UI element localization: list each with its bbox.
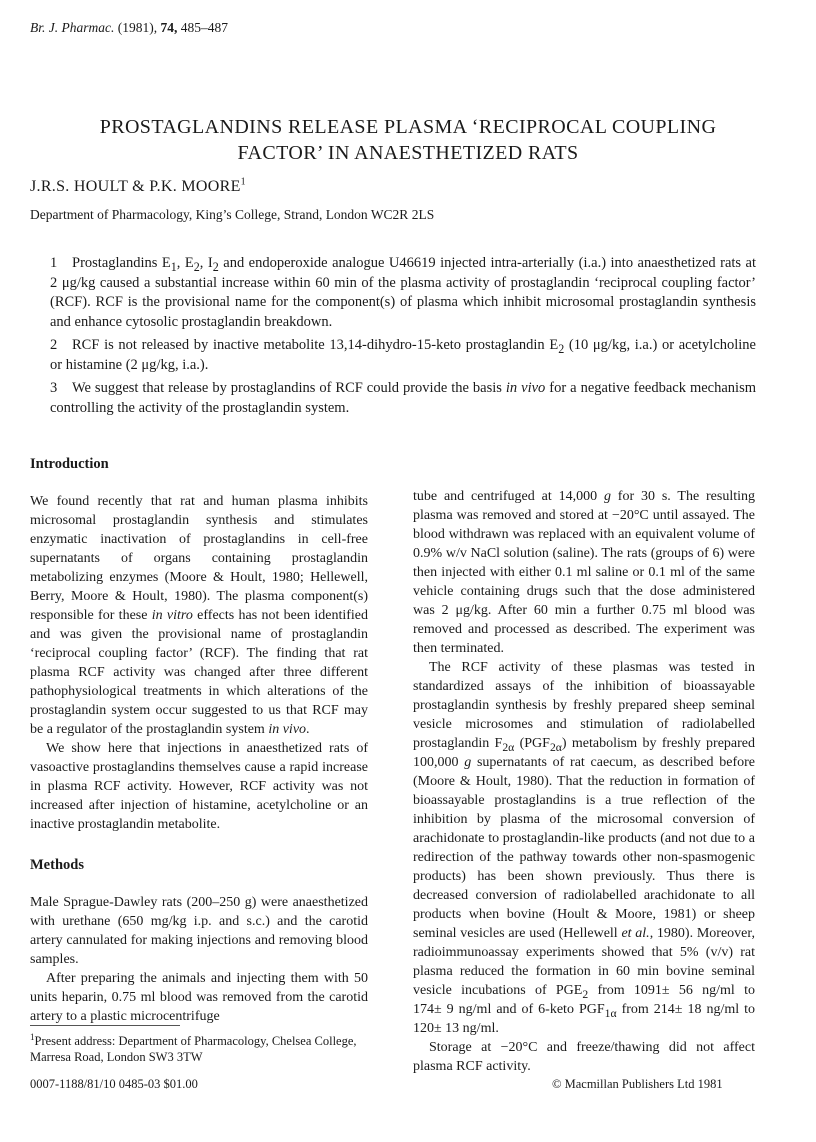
title-line-1: PROSTAGLANDINS RELEASE PLASMA ‘RECIPROCAL COUPLING (99, 116, 717, 138)
journal-citation (30, 20, 228, 36)
authors (30, 178, 246, 196)
author-footnote-mark: 1 (240, 176, 246, 188)
methods-heading: Methods (30, 857, 84, 873)
intro-paragraph-1: We found recently that rat and human plasma inhibits microsomal prostaglandin synthesis and stimulates enzymatic inactivation of prostaglandins in cell-free supernatants of organs containing prostaglandin metabolizing enzymes (Moore & Hoult, 1980; Hellewell, Berry, Moore & Hoult, 1980). The plasma component(s) responsible for these in vitro effects has not been identified and was given the provisional name of prostaglandin ‘reciprocal coupling factor’ (RCF). The finding that rat plasma RCF activity was changed after three different pathophysiological treatments in which alterations of the prostaglandin system occur suggested to us that RCF may be a regulator of the prostaglandin system in vivo. (30, 494, 369, 737)
abstract-number-2: 2 (50, 337, 58, 353)
intro-paragraph-2: We show here that injections in anaesthetized rats of vasoactive prostaglandins themselves cause a rapid increase in plasma RCF activity. However, RCF activity was not increased after injection of histamine, acetylcholine or an inactive prostaglandin metabolite. (30, 741, 368, 832)
methods-paragraph-2-continued: tube and centrifuged at 14,000 g for 30 s. The resulting plasma was removed and stored at −20°C until assayed. The blood withdrawn was replaced with an equivalent volume of 0.9% w/v NaCl solution (saline). The rats (groups of 6) were then injected with either 0.1 ml saline or 0.1 ml of the same vehicle containing drugs such that the dose administered was 2 μg/kg. After 60 min a further 0.75 ml blood was removed and processed as described. The experiment was then terminated. (413, 489, 756, 656)
methods-paragraph-4: Storage at −20°C and freeze/thawing did not affect plasma RCF activity. (413, 1040, 755, 1074)
abstract-number-3: 3 (50, 380, 58, 396)
abstract-number-1: 1 (50, 255, 58, 271)
copyright-notice: © Macmillan Publishers Ltd 1981 (552, 1077, 723, 1091)
methods-paragraph-2: After preparing the animals and injecting them with 50 units heparin, 0.75 ml blood was removed from the carotid artery to a plastic microcentrifuge (30, 971, 368, 1024)
footnote-rule (30, 1025, 180, 1026)
abstract-point-2: 2 RCF is not released by inactive metabolite 13,14-dihydro-15-keto prostaglandin $E_2$ (10 μg/kg, i.a.) or acetylcholine or histamine (2 μg/kg, i.a.). (50, 337, 756, 373)
right-column (413, 487, 755, 1076)
abstract (50, 254, 756, 422)
abstract-point-1: 1 Prostaglandins $E_1$, $E_2$, $I_2$ and endoperoxide analogue U46619 injected intra-arterially (i.a.) into anaesthetized rats at 2 μg/kg caused a substantial increase within 60 min of the plasma activity of prostaglandin ‘reciprocal coupling factor’ (RCF). RCF is the provisional name for the component(s) of plasma which inhibit microsomal prostaglandin synthesis and enhance cytosolic prostaglandin breakdown. (50, 255, 756, 330)
issn-code: 0007-1188/81/10 0485-03 $01.00 (30, 1077, 198, 1091)
introduction-heading: Introduction (30, 456, 109, 472)
journal-volume: 74, (160, 20, 178, 35)
journal-pages: 485–487 (180, 20, 228, 35)
article-title (40, 114, 776, 166)
journal-year: (1981), (117, 20, 158, 35)
left-column (30, 455, 368, 1026)
footnote-text: Present address: Department of Pharmacology, Chelsea College, Marresa Road, London SW3 3TW (30, 1034, 357, 1064)
methods-paragraph-3: The RCF activity of these plasmas was tested in standardized assays of the inhibition of bioassayable prostaglandin synthesis by freshly prepared sheep seminal vesicle microsomes and stimulation of radiolabelled prostaglandin $F_{2\alpha}$ $(PGF_{2\alpha})$ metabolism by freshly prepared 100,000 g supernatants of rat caecum, as described before (Moore & Hoult, 1980). That the reduction in formation of bioassayable prostaglandins is a true reflection of the inhibition by plasma of the microsomal conversion of arachidonate to prostaglandin-like products (and not due to a redirection of the pathway towards other non-spasmogenic products) has been shown previously. Thus there is decreased conversion of radiolabelled arachidonate to all products when bovine (Hoult & Moore, 1981) or sheep seminal vesicles are used (Hellewell et al., 1980). Moreover, radioimmunoassay experiments showed that 5% (v/v) rat plasma reduced the formation in 60 min bovine seminal vesicle incubations of $PGE_2$ from 1091± 56 ng/ml to 174± 9 ng/ml and of 6-keto $PGF_{1\alpha}$ from 214± 18 ng/ml to 120± 13 ng/ml. (413, 660, 756, 1036)
methods-paragraph-1: Male Sprague-Dawley rats (200–250 g) were anaesthetized with urethane (650 mg/kg i.p. and s.c.) and the carotid artery cannulated for making injections and removing blood samples. (30, 895, 368, 967)
footnote-mark: 1 (30, 1031, 35, 1042)
title-line-2: FACTOR’ IN ANAESTHETIZED RATS (237, 142, 579, 164)
footnote (30, 1033, 368, 1065)
abstract-point-3: 3 We suggest that release by prostaglandins of RCF could provide the basis in vivo for a negative feedback mechanism controlling the activity of the prostaglandin system. (50, 380, 756, 416)
journal-name: Br. J. Pharmac. (30, 20, 115, 35)
author-names: J.R.S. HOULT & P.K. MOORE (30, 178, 241, 195)
affiliation: Department of Pharmacology, King’s College, Strand, London WC2R 2LS (30, 207, 435, 222)
